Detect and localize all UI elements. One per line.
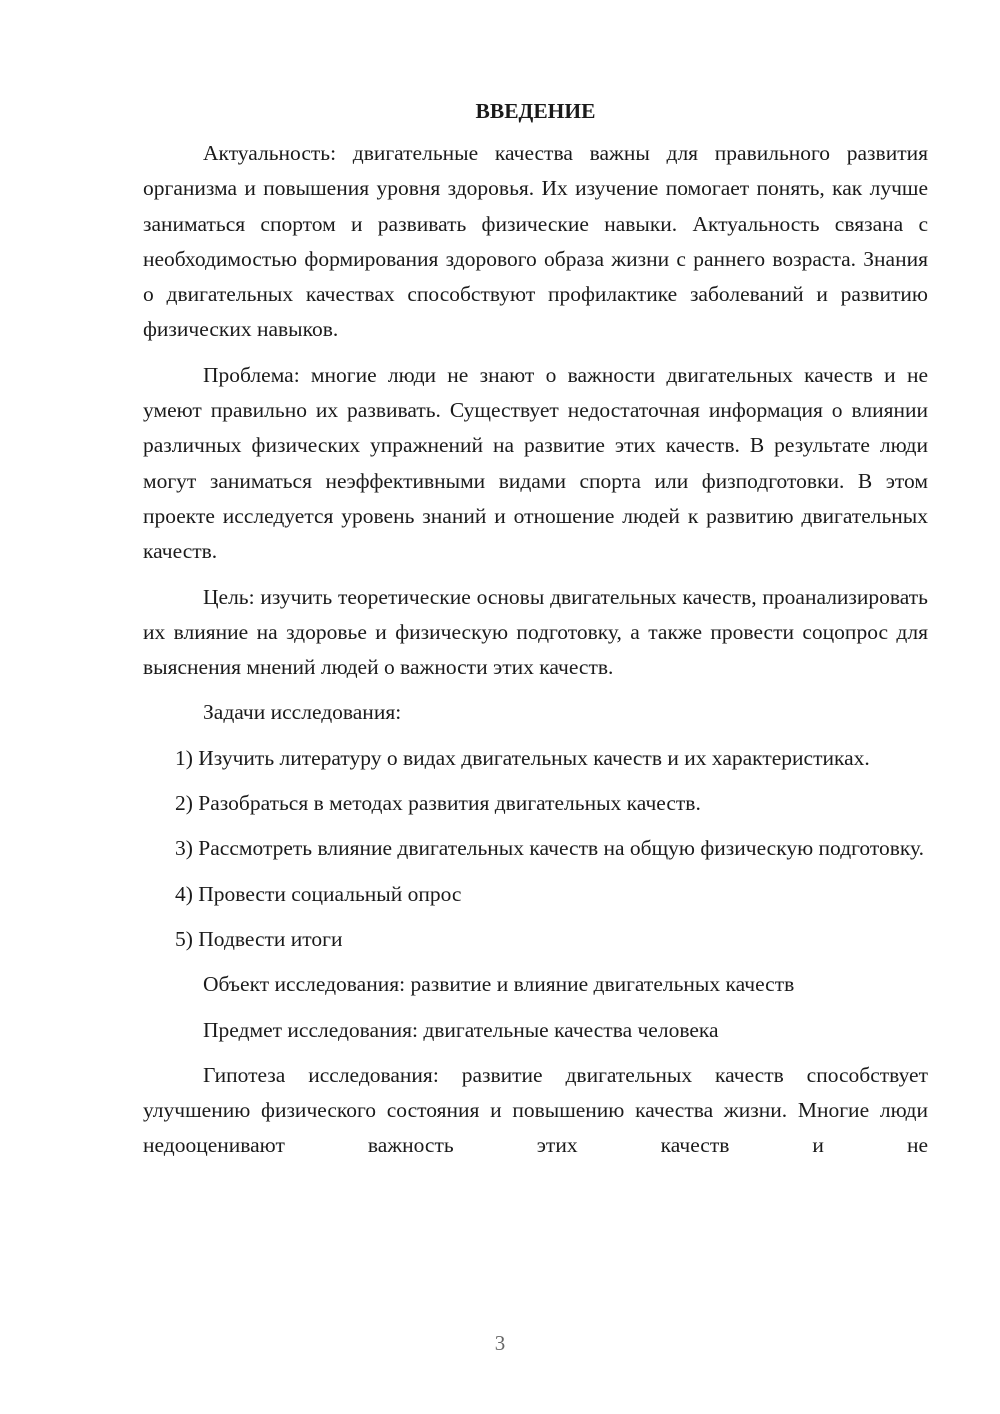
hypothesis-paragraph: Гипотеза исследования: развитие двигательных качеств способствует улучшению физического состояния и повышению качества жизни. Многие люди недооценивают важность этих качеств и не bbox=[143, 1062, 928, 1158]
tasks-heading: Задачи исследования: bbox=[203, 700, 402, 725]
goal-paragraph: Цель: изучить теоретические основы двигательных качеств, проанализировать их влияние на здоровье и физическую подготовку, а также провести соцопрос для выяснения мнений людей о важности этих качеств. bbox=[143, 584, 928, 680]
task-item-2: 2) Разобраться в методах развития двигательных качеств. bbox=[175, 791, 701, 816]
task-item-5: 5) Подвести итоги bbox=[175, 926, 343, 951]
object-paragraph: Объект исследования: развитие и влияние двигательных качеств bbox=[203, 972, 795, 997]
page-number: 3 bbox=[494, 1331, 506, 1355]
task-item-1: 1) Изучить литературу о видах двигательных качеств и их характеристиках. bbox=[175, 745, 870, 770]
relevance-paragraph: Актуальность: двигательные качества важны для правильного развития организма и повышения уровня здоровья. Их изучение помогает понять, как лучше заниматься спортом и развивать физические навыки. Актуальность связана с необходимостью формирования здорового образа жизни с раннего возраста. Знания о двигательных качествах способствуют профилактике заболеваний и развитию физических навыков. bbox=[143, 141, 928, 342]
document-page bbox=[143, 96, 928, 1174]
document-title: ВВЕДЕНИЕ bbox=[475, 99, 596, 123]
problem-paragraph: Проблема: многие люди не знают о важности двигательных качеств и не умеют правильно их развивать. Существует недостаточная информация о влиянии различных физических упражнений на развитие этих качеств. В результате люди могут заниматься неэффективными видами спорта или физподготовки. В этом проекте исследуется уровень знаний и отношение людей к развитию двигательных качеств. bbox=[143, 362, 928, 564]
subject-paragraph: Предмет исследования: двигательные качества человека bbox=[203, 1017, 719, 1042]
task-item-4: 4) Провести социальный опрос bbox=[175, 881, 462, 906]
task-item-3: 3) Рассмотреть влияние двигательных качеств на общую физическую подготовку. bbox=[175, 836, 925, 861]
